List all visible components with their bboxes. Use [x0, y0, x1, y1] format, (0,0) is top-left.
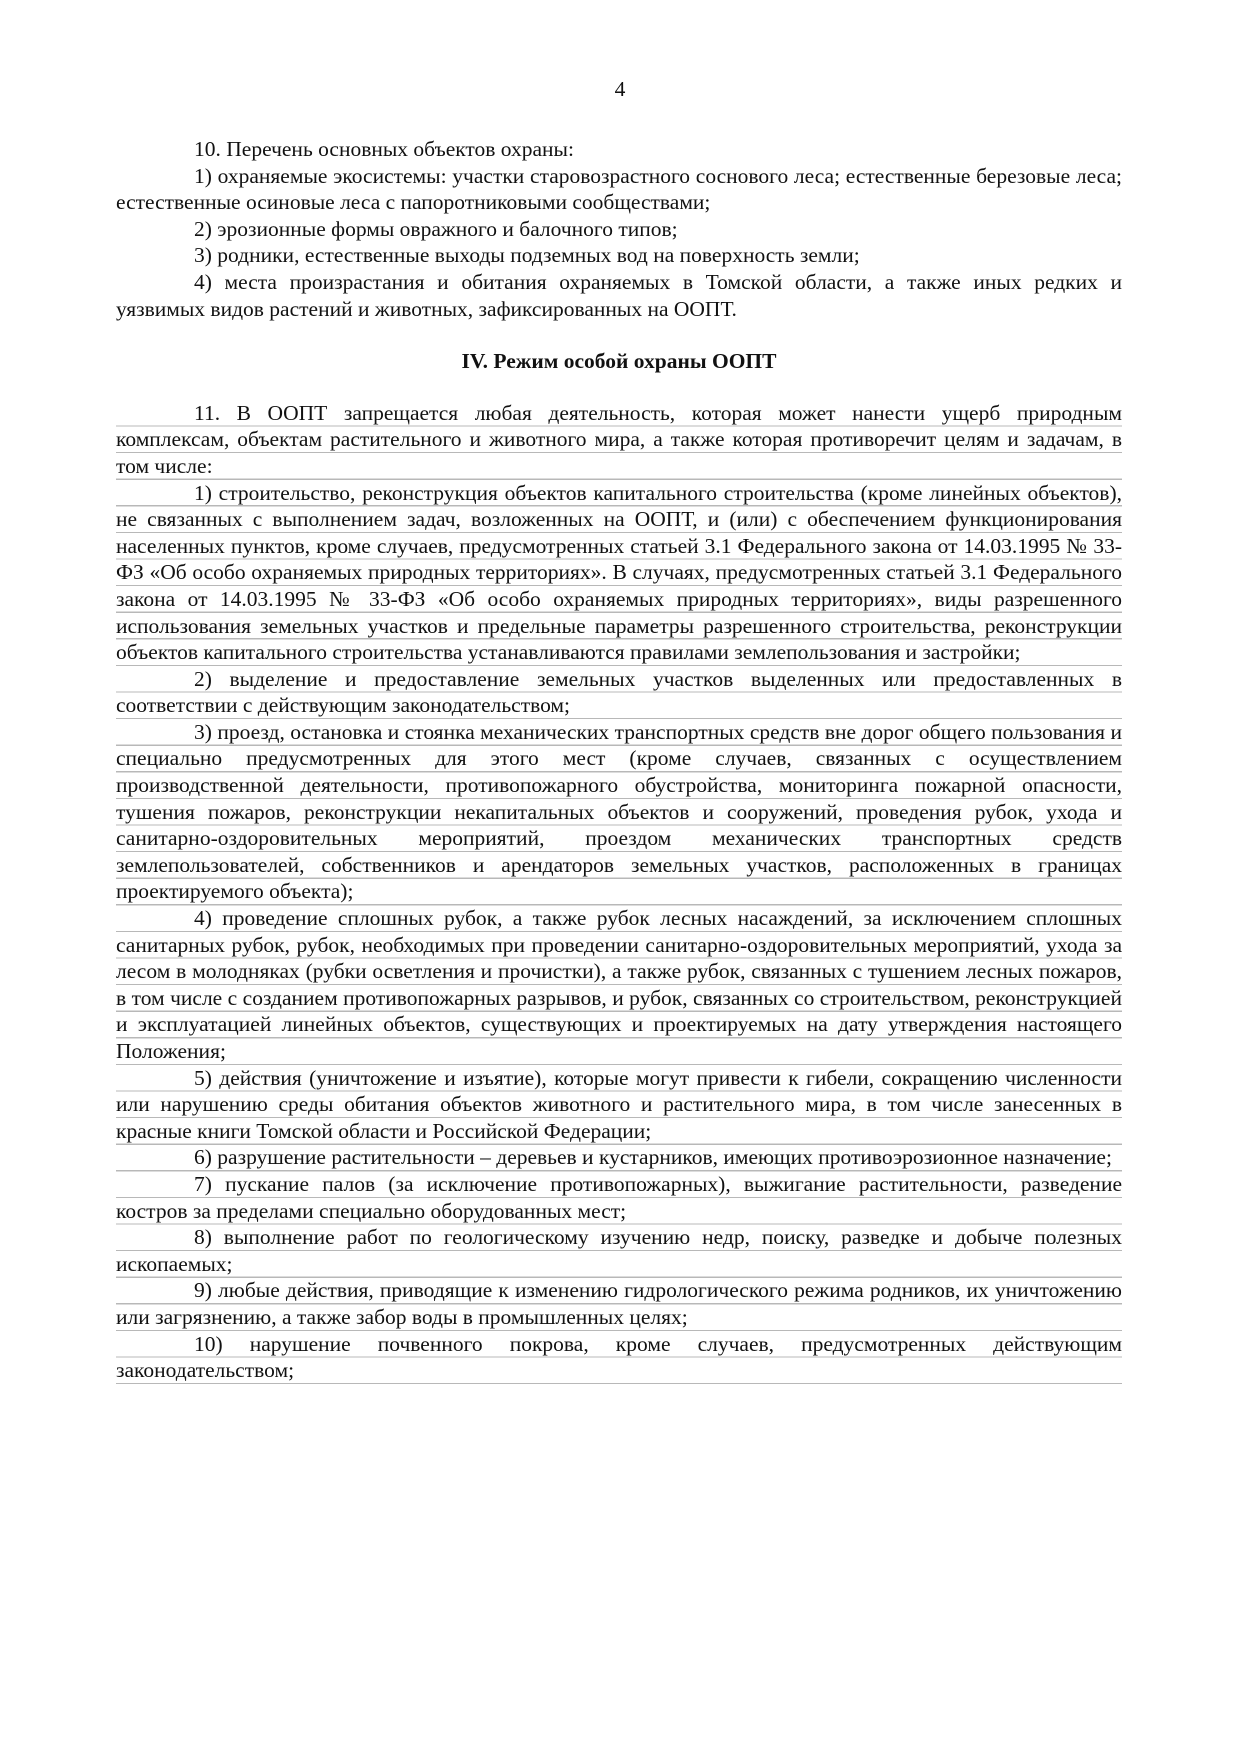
section-11-item-9: 9) любые действия, приводящие к изменению гидрологического режима родников, их уничтожению или загрязнению, а также забор воды в промышленных целях; — [116, 1278, 1122, 1329]
section-11-block — [116, 400, 1122, 1384]
section-11-item-1: 1) строительство, реконструкция объектов капитального строительства (кроме линейных объектов), не связанных с выполнением задач, возложенных на ООПТ, и (или) с обеспечением функционирования населенных пунктов, кроме случаев, предусмотренных статьей 3.1 Федерального закона от 14.03.1995 № 33-ФЗ «Об особо охраняемых природных территориях». В случаях, предусмотренных статьей 3.1 Федерального закона от 14.03.1995 № 33-ФЗ «Об особо охраняемых природных территориях», виды разрешенного использования земельных участков и предельные параметры разрешенного строительства, реконструкции объектов капитального строительства устанавливаются правилами землепользования и застройки; — [116, 480, 1122, 665]
section-11-item-6: 6) разрушение растительности – деревьев и кустарников, имеющих противоэрозионное назначение; — [194, 1145, 1112, 1170]
section-11-item-2: 2) выделение и предоставление земельных участков выделенных или предоставленных в соответствии с действующим законодательством; — [116, 666, 1122, 718]
section-11-item-8: 8) выполнение работ по геологическому изучению недр, поиску, разведке и добыче полезных ископаемых; — [116, 1225, 1122, 1276]
section-11-item-10: 10) нарушение почвенного покрова, кроме случаев, предусмотренных действующим законодательством; — [116, 1331, 1122, 1383]
document-body — [116, 136, 1122, 1384]
section-11-item-4: 4) проведение сплошных рубок, а также рубок лесных насаждений, за исключением сплошных санитарных рубок, рубок, необходимых при проведении санитарно-оздоровительных мероприятий, ухода за лесом в молодняках (рубки осветления и прочистки), а также рубок, связанных с тушением лесных пожаров, в том числе с созданием противопожарных разрывов, и рубок, связанных со строительством, реконструкцией и эксплуатацией линейных объектов, существующих и проектируемых на дату утверждения настоящего Положения; — [116, 906, 1122, 1063]
section-10-item-1: 1) охраняемые экосистемы: участки старовозрастного соснового леса; естественные березовые леса; естественные осиновые леса с папоротниковыми сообществами; — [116, 163, 1122, 215]
section-11-intro: 11. В ООПТ запрещается любая деятельность, которая может нанести ущерб природным комплексам, объектам растительного и животного мира, а также которая противоречит целям и задачам, в том числе: — [116, 400, 1122, 478]
section-10-item-3: 3) родники, естественные выходы подземных вод на поверхность земли; — [194, 243, 860, 268]
page-number: 4 — [614, 77, 626, 101]
section-10-title: 10. Перечень основных объектов охраны: — [194, 137, 574, 161]
section-10-item-2: 2) эрозионные формы овражного и балочного типов; — [194, 216, 678, 241]
section-10-item-4: 4) места произрастания и обитания охраняемых в Томской области, а также иных редких и уязвимых видов растений и животных, зафиксированных на ООПТ. — [116, 269, 1122, 321]
section-heading: IV. Режим особой охраны ООПТ — [461, 349, 777, 374]
section-11-item-3: 3) проезд, остановка и стоянка механических транспортных средств вне дорог общего пользования и специально предусмотренных для этого мест (кроме случаев, связанных с осуществлением производственной деятельности, противопожарного обустройства, мониторинга пожарной опасности, тушения пожаров, реконструкции некапитальных объектов и сооружений, проведения рубок, ухода и санитарно-оздоровительных мероприятий, проездом механических транспортных средств землепользователей, собственников и арендаторов земельных участков, расположенных в границах проектируемого объекта); — [116, 719, 1122, 904]
section-11-item-7: 7) пускание палов (за исключение противопожарных), выжигание растительности, разведение костров за пределами специально оборудованных мест; — [116, 1171, 1122, 1223]
section-11-item-5: 5) действия (уничтожение и изъятие), которые могут привести к гибели, сокращению численности или нарушению среды обитания объектов животного и растительного мира, в том числе занесенных в красные книги Томской области и Российской Федерации; — [116, 1065, 1122, 1143]
